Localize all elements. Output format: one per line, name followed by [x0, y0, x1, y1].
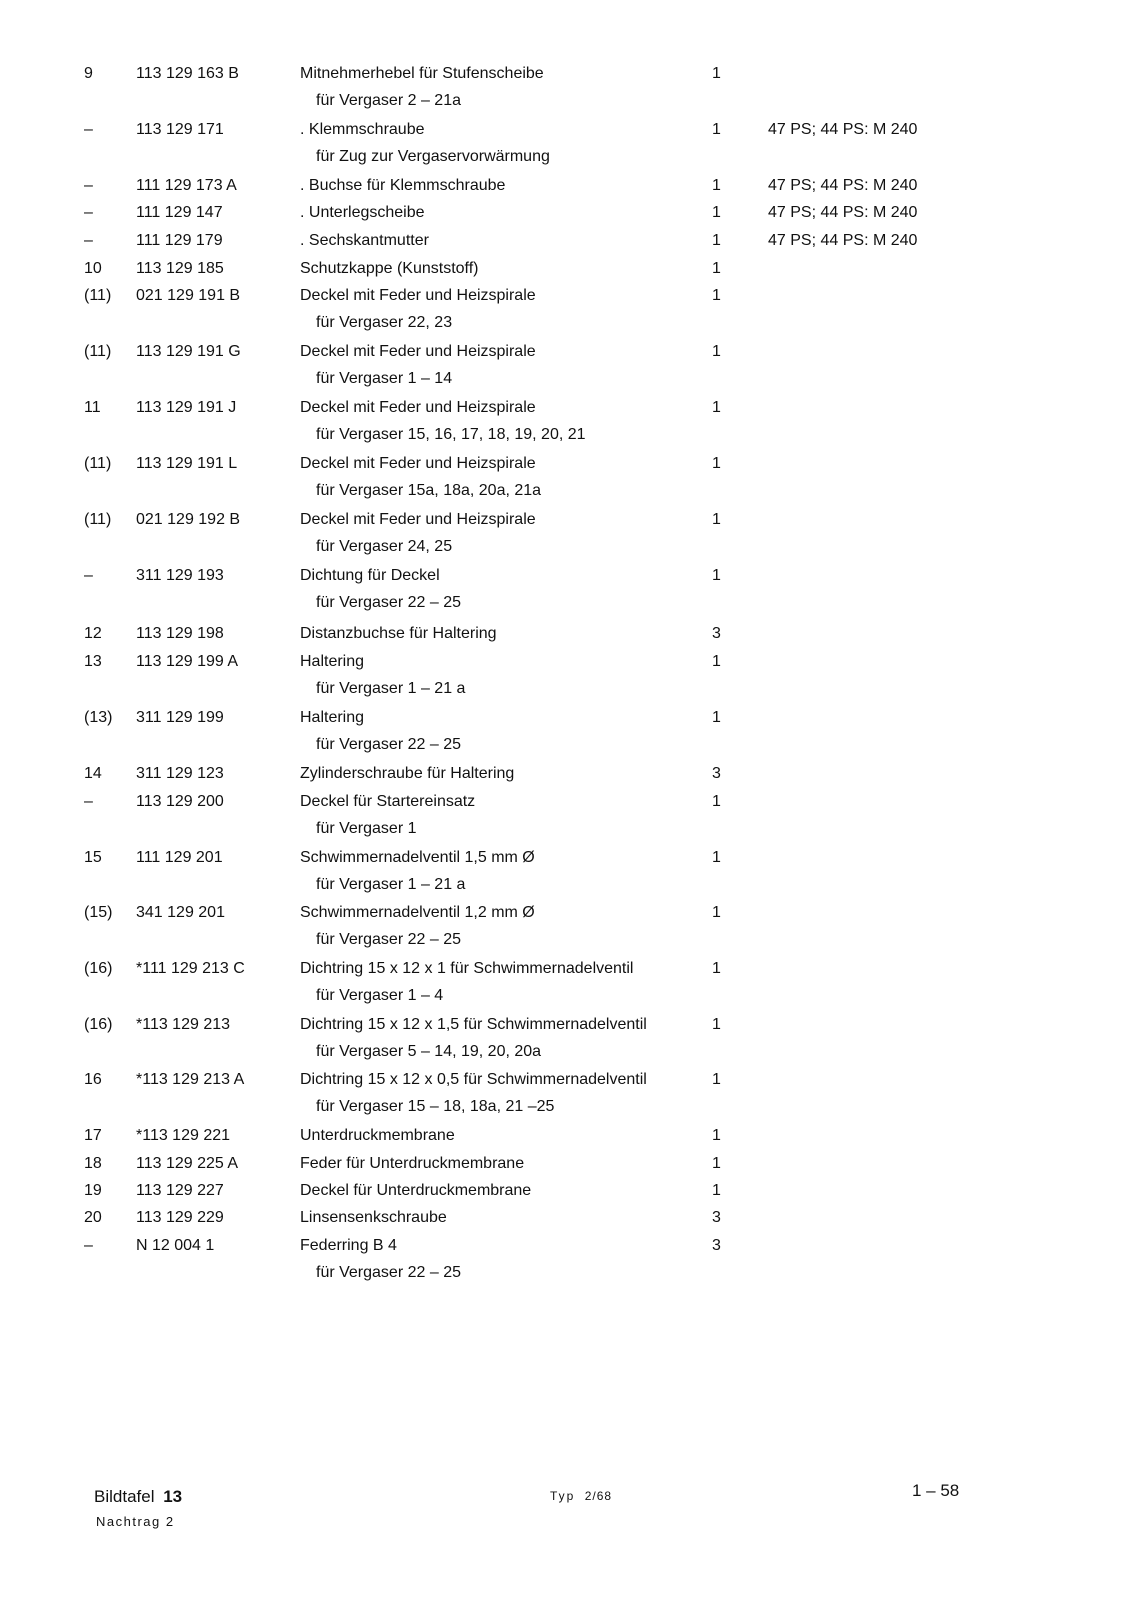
quantity: 1 [712, 904, 721, 921]
position-number: (11) [84, 343, 112, 360]
part-description: Distanzbuchse für Haltering [300, 625, 497, 642]
part-description: Haltering [300, 653, 365, 670]
part-number: 113 129 227 [136, 1182, 224, 1199]
part-number: 111 129 179 [136, 232, 223, 249]
applicability-note: für Vergaser 2 – 21a [316, 92, 461, 109]
position-number: 10 [84, 260, 102, 277]
applicability-note: für Vergaser 15 – 18, 18a, 21 –25 [316, 1098, 555, 1115]
quantity: 1 [712, 653, 721, 670]
part-description: . Klemmschraube [300, 121, 425, 138]
quantity: 3 [712, 1237, 721, 1254]
part-description: Schwimmernadelventil 1,5 mm Ø [300, 849, 535, 866]
applicability-note: für Vergaser 5 – 14, 19, 20, 20a [316, 1043, 542, 1060]
applicability-note: für Vergaser 1 – 21 a [316, 876, 466, 893]
part-description: Deckel für Unterdruckmembrane [300, 1182, 532, 1199]
part-number: 113 129 163 B [136, 65, 239, 82]
position-number: 11 [84, 399, 101, 416]
part-number: 111 129 201 [136, 849, 223, 866]
remark: 47 PS; 44 PS: M 240 [768, 121, 918, 138]
position-number: (15) [84, 904, 113, 921]
part-number: *113 129 213 [136, 1016, 231, 1033]
quantity: 1 [712, 232, 721, 249]
position-number: – [84, 793, 93, 810]
quantity: 1 [712, 1016, 721, 1033]
part-number: 113 129 191 G [136, 343, 241, 360]
position-number: 19 [84, 1182, 102, 1199]
bildtafel-label [94, 1487, 182, 1507]
part-description: Linsensenkschraube [300, 1209, 447, 1226]
part-description: Mitnehmerhebel für Stufenscheibe [300, 65, 544, 82]
part-number: 113 129 200 [136, 793, 224, 810]
part-number: 111 129 173 A [136, 177, 237, 194]
part-number: 311 129 199 [136, 709, 224, 726]
applicability-note: für Vergaser 22 – 25 [316, 1264, 461, 1281]
position-number: 9 [84, 65, 93, 82]
quantity: 1 [712, 960, 721, 977]
position-number: (16) [84, 960, 113, 977]
table-row [0, 1123, 1133, 1149]
part-number: *113 129 221 [136, 1127, 231, 1144]
part-description: . Buchse für Klemmschraube [300, 177, 506, 194]
position-number: 17 [84, 1127, 102, 1144]
table-row [0, 649, 1133, 675]
table-row [0, 228, 1133, 254]
part-description: Dichtring 15 x 12 x 0,5 für Schwimmernadelventil [300, 1071, 647, 1088]
table-row [0, 1178, 1133, 1204]
position-number: 15 [84, 849, 102, 866]
quantity: 1 [712, 287, 721, 304]
part-number: 341 129 201 [136, 904, 225, 921]
part-description: Zylinderschraube für Haltering [300, 765, 515, 782]
remark: 47 PS; 44 PS: M 240 [768, 232, 918, 249]
position-number: 16 [84, 1071, 102, 1088]
applicability-note: für Vergaser 15a, 18a, 20a, 21a [316, 482, 542, 499]
table-row [0, 200, 1133, 226]
quantity: 1 [712, 1071, 721, 1088]
quantity: 1 [712, 399, 721, 416]
position-number: – [84, 1237, 93, 1254]
part-description: Schutzkappe (Kunststoff) [300, 260, 479, 277]
applicability-note: für Zug zur Vergaservorwärmung [316, 148, 550, 165]
table-row [0, 1067, 1133, 1093]
quantity: 3 [712, 1209, 721, 1226]
part-description: . Unterlegscheibe [300, 204, 425, 221]
quantity: 1 [712, 343, 721, 360]
table-row [0, 563, 1133, 589]
page-number: 1 – 58 [912, 1481, 960, 1500]
table-row [0, 1012, 1133, 1038]
quantity: 1 [712, 709, 721, 726]
typ-value: 2/68 [584, 1489, 613, 1503]
table-row [0, 451, 1133, 477]
applicability-note: für Vergaser 22 – 25 [316, 931, 461, 948]
quantity: 1 [712, 260, 721, 277]
quantity: 1 [712, 455, 721, 472]
part-description: Unterdruckmembrane [300, 1127, 455, 1144]
part-number: 111 129 147 [136, 204, 223, 221]
position-number: – [84, 177, 93, 194]
quantity: 1 [712, 121, 721, 138]
applicability-note: für Vergaser 22 – 25 [316, 736, 461, 753]
part-description: . Sechskantmutter [300, 232, 429, 249]
applicability-note: für Vergaser 24, 25 [316, 538, 453, 555]
part-number: 113 129 185 [136, 260, 224, 277]
position-number: 12 [84, 625, 102, 642]
position-number: 13 [84, 653, 102, 670]
position-number: 14 [84, 765, 102, 782]
quantity: 3 [712, 625, 721, 642]
quantity: 1 [712, 511, 721, 528]
table-row [0, 621, 1133, 647]
position-number: 18 [84, 1155, 102, 1172]
remark: 47 PS; 44 PS: M 240 [768, 177, 918, 194]
bildtafel-text: Bildtafel [94, 1487, 155, 1506]
part-description: Dichtung für Deckel [300, 567, 440, 584]
position-number: (13) [84, 709, 113, 726]
table-row [0, 256, 1133, 282]
table-row [0, 845, 1133, 871]
table-row [0, 761, 1133, 787]
part-description: Deckel mit Feder und Heizspirale [300, 399, 536, 416]
typ-text: Typ [550, 1489, 576, 1503]
part-number: *111 129 213 C [136, 960, 245, 977]
part-number: *113 129 213 A [136, 1071, 245, 1088]
table-row [0, 507, 1133, 533]
applicability-note: für Vergaser 22 – 25 [316, 594, 461, 611]
position-number: – [84, 232, 93, 249]
applicability-note: für Vergaser 1 – 21 a [316, 680, 466, 697]
applicability-note: für Vergaser 1 – 4 [316, 987, 444, 1004]
part-number: 113 129 225 A [136, 1155, 239, 1172]
part-description: Federring B 4 [300, 1237, 397, 1254]
table-row [0, 173, 1133, 199]
bildtafel-number: 13 [163, 1487, 183, 1506]
quantity: 1 [712, 1127, 721, 1144]
part-number: 113 129 191 L [136, 455, 238, 472]
part-description: Deckel mit Feder und Heizspirale [300, 287, 536, 304]
part-number: 021 129 192 B [136, 511, 241, 528]
applicability-note: für Vergaser 15, 16, 17, 18, 19, 20, 21 [316, 426, 586, 443]
table-row [0, 61, 1133, 87]
table-row [0, 900, 1133, 926]
remark: 47 PS; 44 PS: M 240 [768, 204, 918, 221]
typ-label [550, 1489, 612, 1503]
table-row [0, 339, 1133, 365]
part-number: 113 129 199 A [136, 653, 239, 670]
table-row [0, 789, 1133, 815]
part-number: 021 129 191 B [136, 287, 241, 304]
position-number: – [84, 204, 93, 221]
quantity: 1 [712, 65, 721, 82]
applicability-note: für Vergaser 1 – 14 [316, 370, 453, 387]
part-description: Feder für Unterdruckmembrane [300, 1155, 525, 1172]
table-row [0, 283, 1133, 309]
quantity: 1 [712, 567, 721, 584]
quantity: 1 [712, 1155, 721, 1172]
position-number: (11) [84, 455, 112, 472]
part-number: 113 129 198 [136, 625, 224, 642]
part-number: 113 129 229 [136, 1209, 224, 1226]
position-number: (11) [84, 511, 112, 528]
position-number: – [84, 567, 93, 584]
part-number: 113 129 171 [136, 121, 224, 138]
part-number: 311 129 193 [136, 567, 224, 584]
position-number: – [84, 121, 93, 138]
applicability-note: für Vergaser 22, 23 [316, 314, 453, 331]
table-row [0, 705, 1133, 731]
quantity: 1 [712, 849, 721, 866]
quantity: 1 [712, 793, 721, 810]
quantity: 1 [712, 177, 721, 194]
quantity: 3 [712, 765, 721, 782]
part-description: Haltering [300, 709, 365, 726]
position-number: (11) [84, 287, 112, 304]
part-description: Deckel mit Feder und Heizspirale [300, 343, 536, 360]
table-row [0, 1233, 1133, 1259]
applicability-note: für Vergaser 1 [316, 820, 417, 837]
part-number: 311 129 123 [136, 765, 224, 782]
table-row [0, 1151, 1133, 1177]
part-description: Dichtring 15 x 12 x 1 für Schwimmernadelventil [300, 960, 634, 977]
table-row [0, 395, 1133, 421]
quantity: 1 [712, 1182, 721, 1199]
part-description: Dichtring 15 x 12 x 1,5 für Schwimmernadelventil [300, 1016, 647, 1033]
part-description: Schwimmernadelventil 1,2 mm Ø [300, 904, 535, 921]
part-description: Deckel mit Feder und Heizspirale [300, 511, 536, 528]
position-number: (16) [84, 1016, 113, 1033]
quantity: 1 [712, 204, 721, 221]
part-description: Deckel mit Feder und Heizspirale [300, 455, 536, 472]
table-row [0, 956, 1133, 982]
part-description: Deckel für Startereinsatz [300, 793, 476, 810]
nachtrag-label: Nachtrag 2 [96, 1514, 175, 1529]
table-row [0, 1205, 1133, 1231]
table-row [0, 117, 1133, 143]
part-number: N 12 004 1 [136, 1237, 215, 1254]
part-number: 113 129 191 J [136, 399, 237, 416]
position-number: 20 [84, 1209, 102, 1226]
